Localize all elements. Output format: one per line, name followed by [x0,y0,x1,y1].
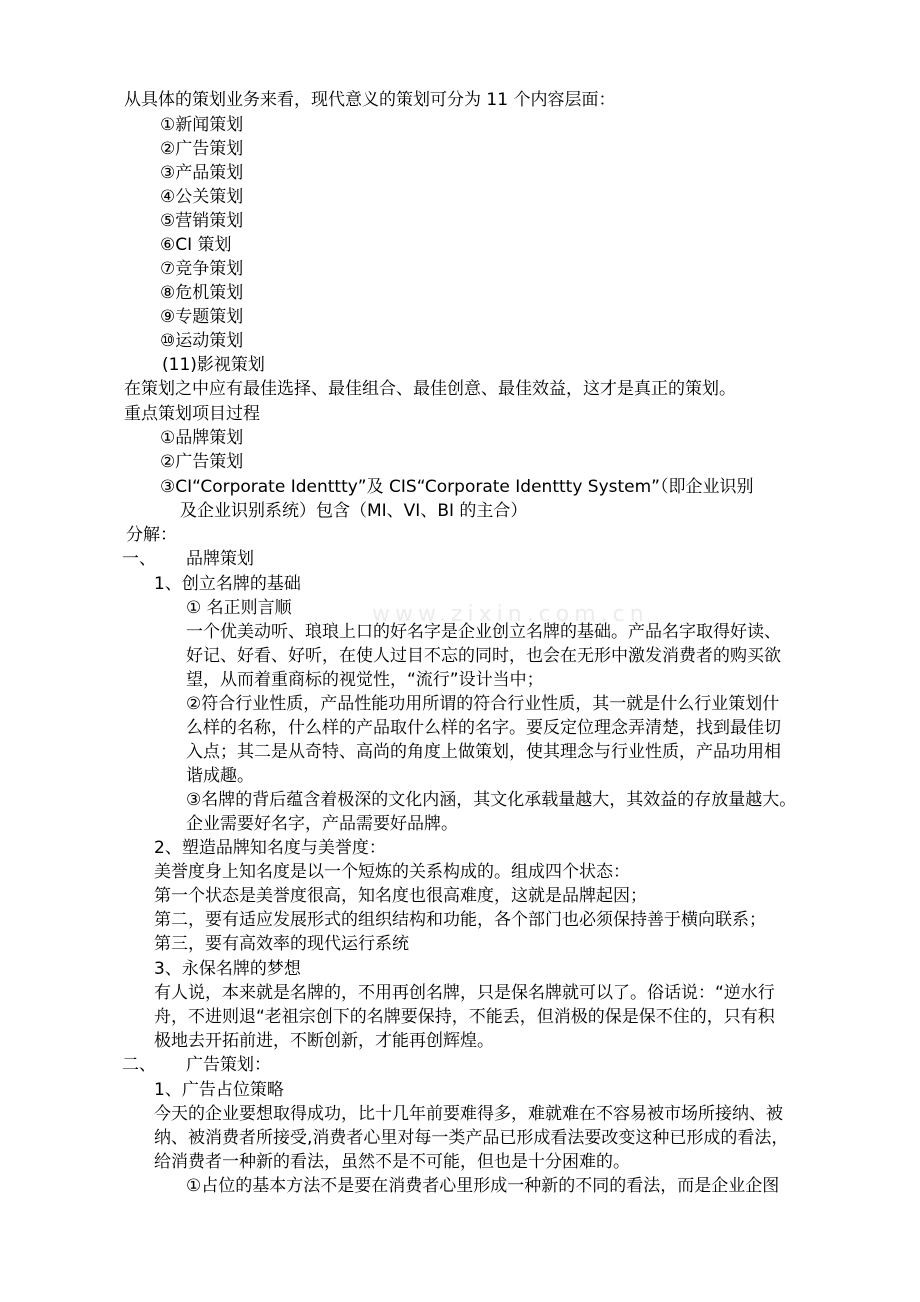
subsection-title: 3、永保名牌的梦想 [154,959,301,979]
section-title: 品牌策划 [186,549,254,569]
section-title: 广告策划： [186,1055,271,1075]
paragraph-line: 有人说，本来就是名牌的，不用再创名牌，只是保名牌就可以了。俗话说：“逆水行 [154,983,775,1003]
paragraph-line: 谐成趣。 [186,766,254,786]
best-choice-line: 在策划之中应有最佳选择、最佳组合、最佳创意、最佳效益，这才是真正的策划。 [124,379,736,399]
content-level-item: ③产品策划 [160,163,244,183]
paragraph-line: 第二，要有适应发展形式的组织结构和功能，各个部门也必须保持善于横向联系； [154,910,766,930]
paragraph-line: 第一个状态是美誉度很高，知名度也很高难度，这就是品牌起因； [154,886,647,906]
content-level-item: ⑤营销策划 [160,211,244,231]
subsection-title: 2、塑造品牌知名度与美誉度： [154,838,386,858]
key-process-heading: 重点策划项目过程 [124,404,260,424]
paragraph-line: 入点；其二是从奇特、高尚的角度上做策划，使其理念与行业性质，产品功用相 [186,742,781,762]
paragraph-line: ③名牌的背后蕴含着极深的文化内涵，其文化承载量越大，其效益的存放量越大。 [186,790,797,810]
item-title: ① 名正则言顺 [186,598,292,618]
paragraph-line: 么样的名称，什么样的产品取什么样的名字。要反定位理念弄清楚，找到最佳切 [186,718,781,738]
content-level-item: ⑥CI 策划 [160,235,232,255]
subsection-title: 1、广告占位策略 [154,1080,284,1100]
key-process-item: ②广告策划 [160,452,244,472]
key-process-item-continued: 及企业识别系统）包含（MI、VI、BI 的主合） [180,501,528,521]
key-process-item: ①品牌策划 [160,428,244,448]
watermark: www.zixin.com.cn [372,602,649,627]
paragraph-line: 给消费者一种新的看法，虽然不是不可能，但也是十分困难的。 [154,1152,630,1172]
content-level-item: ②广告策划 [160,139,244,159]
content-level-item: ④公关策划 [160,187,244,207]
paragraph-line: 企业需要好名字，产品需要好品牌。 [186,814,458,834]
key-process-item: ③CI“Corporate Identtty”及 CIS“Corporate Identtty System”（即企业识别 [160,477,754,497]
paragraph-line: 一个优美动听、琅琅上口的好名字是企业创立名牌的基础。产品名字取得好读、 [186,622,781,642]
content-level-item: ⑩运动策划 [160,331,244,351]
section-number: 二、 [122,1055,156,1075]
paragraph-line: 第三，要有高效率的现代运行系统 [154,934,409,954]
content-level-item: ⑦竞争策划 [160,259,244,279]
paragraph-line: 望，从而着重商标的视觉性，“流行”设计当中； [186,670,544,690]
subsection-title: 1、创立名牌的基础 [154,574,301,594]
section-number: 一、 [122,549,156,569]
paragraph-line: 纳、被消费者所接受,消费者心里对每一类产品已形成看法要改变这种已形成的看法， [154,1128,789,1148]
paragraph-line: ②符合行业性质，产品性能功用所谓的符合行业性质，其一就是什么行业策划什 [186,694,780,714]
paragraph-line: 舟，不进则退“老祖宗创下的名牌要保持，不能丢，但消极的保是保不住的，只有积 [154,1007,775,1027]
content-level-item: ⑧危机策划 [160,283,244,303]
paragraph-line: 好记、好看、好听，在使人过目不忘的同时，也会在无形中激发消费者的购买欲 [186,646,781,666]
intro-line: 从具体的策划业务来看，现代意义的策划可分为 11 个内容层面： [124,90,616,110]
paragraph-line: 今天的企业要想取得成功，比十几年前要难得多，难就难在不容易被市场所接纳、被 [154,1104,783,1124]
breakdown-label: 分解： [126,525,177,545]
content-level-item: ⑨专题策划 [160,307,244,327]
content-level-item: ①新闻策划 [160,115,244,135]
content-level-item: (11)影视策划 [162,355,265,375]
paragraph-line: 美誉度身上知名度是以一个短炼的关系构成的。组成四个状态： [154,862,630,882]
paragraph-line: 极地去开拓前进，不断创新，才能再创辉煌。 [154,1031,494,1051]
item-line: ①占位的基本方法不是要在消费者心里形成一种新的不同的看法，而是企业企图 [186,1176,780,1196]
